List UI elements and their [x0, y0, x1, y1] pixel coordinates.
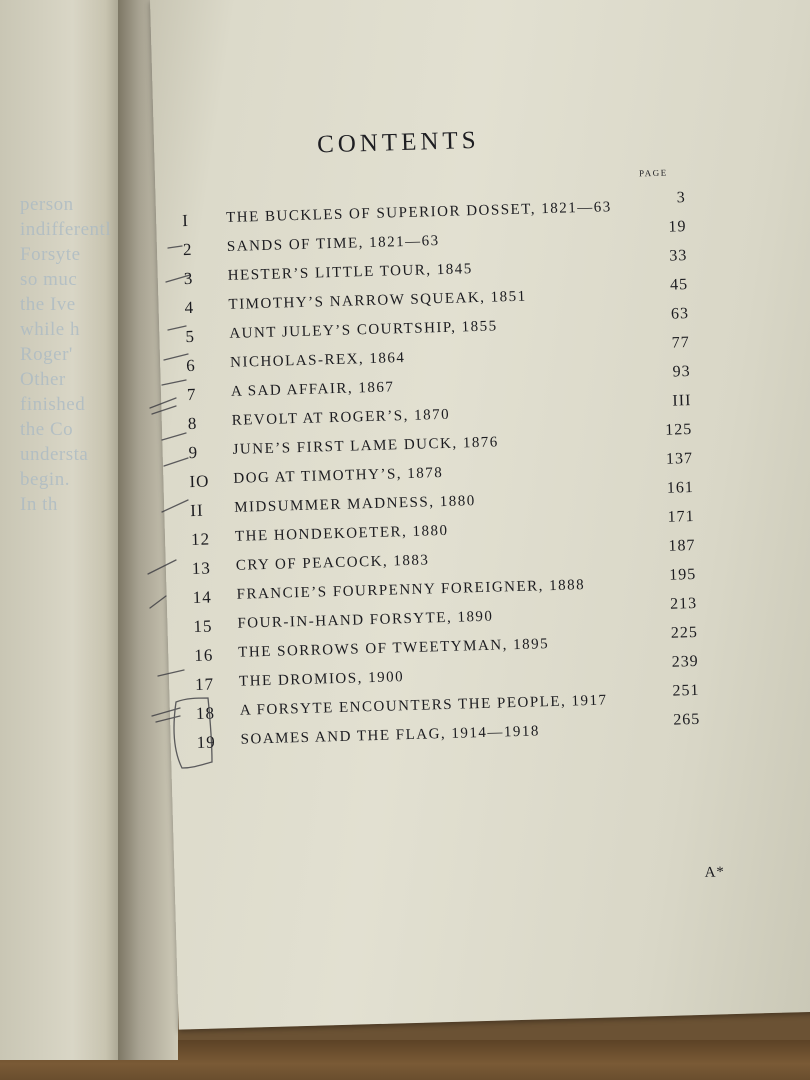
chapter-number: 4 — [184, 297, 195, 318]
chapter-number: 5 — [185, 326, 196, 347]
chapter-number: 19 — [196, 732, 217, 752]
chapter-page: 3 — [676, 189, 686, 207]
contents-page — [150, 0, 810, 1030]
chapter-title: JUNE’S FIRST LAME DUCK, 1876 — [232, 434, 500, 458]
chapter-number: 16 — [194, 645, 214, 666]
signature-mark: A* — [704, 864, 726, 881]
left-page-line: understa — [20, 444, 89, 465]
chapter-number: 6 — [185, 355, 196, 376]
left-page-line: Other — [20, 369, 66, 390]
chapter-title: AUNT JULEY’S COURTSHIP, 1855 — [229, 318, 498, 342]
chapter-page: 187 — [668, 536, 696, 555]
chapter-page: 63 — [670, 305, 690, 323]
chapter-number: I — [181, 211, 190, 231]
chapter-title: FRANCIE’S FOURPENNY FOREIGNER, 1888 — [236, 577, 586, 603]
chapter-page: III — [672, 392, 692, 410]
chapter-number: 15 — [193, 616, 213, 637]
chapter-title: MIDSUMMER MADNESS, 1880 — [233, 493, 476, 516]
chapter-title: HESTER’S LITTLE TOUR, 1845 — [227, 261, 473, 284]
chapter-title: TIMOTHY’S NARROW SQUEAK, 1851 — [228, 288, 527, 313]
chapter-title: THE DROMIOS, 1900 — [238, 669, 405, 690]
chapter-page: 265 — [673, 710, 701, 729]
left-page-text — [20, 192, 132, 517]
chapter-page: 239 — [671, 652, 699, 671]
left-page — [0, 0, 132, 1060]
chapter-title: DOG AT TIMOTHY’S, 1878 — [233, 464, 444, 487]
left-page-line: In th — [20, 494, 58, 515]
chapter-page: 33 — [669, 247, 688, 265]
chapter-title: CRY OF PEACOCK, 1883 — [235, 552, 430, 574]
left-page-line: indifferentl — [20, 219, 112, 240]
chapter-title: THE SORROWS OF TWEETYMAN, 1895 — [238, 636, 550, 661]
contents-title: CONTENTS — [316, 126, 480, 159]
page-column-label: PAGE — [638, 167, 668, 179]
chapter-page: 45 — [669, 276, 689, 294]
chapter-number: 18 — [195, 703, 216, 723]
chapter-page: 93 — [672, 363, 691, 381]
chapter-page: 213 — [669, 594, 698, 613]
chapter-page: 161 — [666, 479, 695, 497]
chapter-title: THE BUCKLES OF SUPERIOR DOSSET, 1821—63 — [225, 199, 612, 226]
chapter-page: 125 — [664, 421, 693, 439]
left-page-line: the Ive — [20, 294, 76, 315]
left-page-line: person — [20, 194, 74, 215]
chapter-number: 7 — [186, 384, 197, 405]
chapter-number: 14 — [192, 587, 212, 608]
chapter-number: 9 — [188, 442, 199, 463]
chapter-page: 225 — [670, 623, 699, 642]
chapter-title: A SAD AFFAIR, 1867 — [230, 379, 395, 400]
chapter-number: 17 — [194, 674, 215, 695]
left-page-line: the Co — [20, 419, 74, 440]
chapter-title: SANDS OF TIME, 1821—63 — [226, 233, 440, 255]
chapter-number: 8 — [187, 413, 198, 434]
left-page-line: while h — [20, 319, 80, 340]
chapter-number: 12 — [190, 529, 211, 550]
left-page-line: so muc — [20, 269, 78, 290]
chapter-title: SOAMES AND THE FLAG, 1914—1918 — [240, 723, 541, 748]
chapter-page: 77 — [671, 334, 691, 352]
chapter-number: 13 — [191, 558, 212, 579]
left-page-line: Forsyte — [20, 244, 81, 265]
chapter-page: 19 — [668, 218, 687, 236]
chapter-page: 195 — [669, 565, 697, 584]
left-page-line: begin. — [20, 469, 70, 490]
chapter-title: NICHOLAS-REX, 1864 — [229, 350, 406, 371]
chapter-number: 2 — [182, 239, 193, 260]
chapter-page: 137 — [665, 450, 694, 468]
chapter-number: IO — [189, 471, 210, 492]
chapter-title: THE HONDEKOETER, 1880 — [234, 522, 449, 545]
left-page-line: finished — [20, 394, 86, 415]
chapter-number: II — [190, 500, 204, 521]
chapter-title: A FORSYTE ENCOUNTERS THE PEOPLE, 1917 — [239, 692, 608, 719]
left-page-line: Roger' — [20, 344, 73, 365]
chapter-title: REVOLT AT ROGER’S, 1870 — [231, 406, 451, 429]
chapter-page: 171 — [667, 507, 695, 526]
chapter-page: 251 — [672, 681, 700, 700]
chapter-number: 3 — [183, 268, 194, 289]
chapter-title: FOUR-IN-HAND FORSYTE, 1890 — [237, 608, 494, 632]
